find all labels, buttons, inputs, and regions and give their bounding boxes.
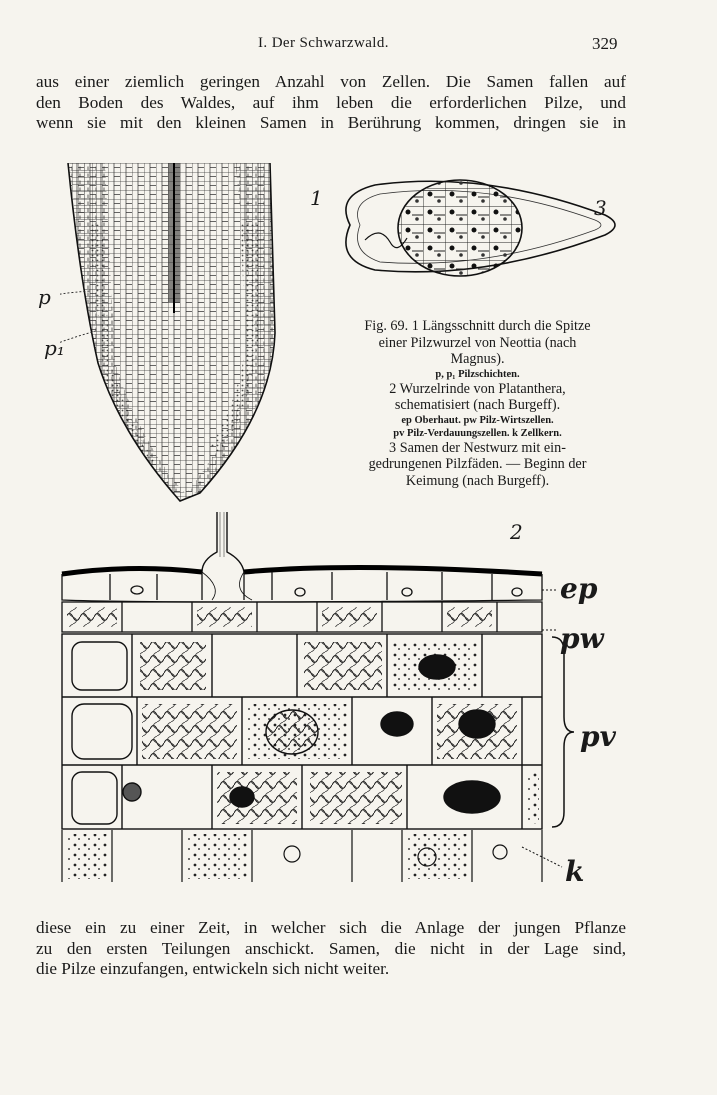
text-line: aus einer ziemlich geringen Anzahl von Zellen. Die Samen fallen auf (36, 72, 626, 91)
label-p1: p₁ (44, 336, 65, 360)
caption-line: p, p₁ Pilzschichten. (435, 368, 520, 380)
text-line: den Boden des Waldes, auf ihm leben die erforderlichen Pilze, und (36, 92, 626, 112)
running-head (0, 35, 717, 57)
label-k: k (565, 855, 585, 888)
paragraph-top (36, 72, 626, 134)
text-line: die Pilze einzufangen, entwickeln sich nicht weiter. (36, 959, 390, 978)
figure-2-number: 2 (510, 520, 523, 544)
figure-2-cortex-drawing (52, 512, 592, 897)
figure-1-root-tip-drawing (60, 163, 330, 503)
caption-line: schematisiert (nach Burgeff). (394, 397, 561, 413)
caption-line: pv Pilz-Verdauungszellen. k Zellkern. (393, 427, 562, 439)
caption-line: einer Pilzwurzel von Neottia (nach (378, 334, 577, 351)
caption-line: 2 Wurzelrinde von Platanthera, (389, 380, 566, 397)
figure-3-number: 3 (594, 196, 607, 220)
text-line: diese ein zu einer Zeit, in welcher sich die Anlage der jungen Pflanze (36, 918, 626, 937)
caption-line: 3 Samen der Nestwurz mit ein- (389, 439, 566, 456)
text-line: wenn sie mit den kleinen Samen in Berührung kommen, dringen sie in (36, 113, 626, 132)
caption-line: Keimung (nach Burgeff). (405, 472, 550, 489)
running-title: I. Der Schwarzwald. (258, 35, 389, 51)
caption-line: ep Oberhaut. pw Pilz-Wirtszellen. (401, 414, 554, 426)
label-pw: pw (560, 622, 604, 655)
caption-line: gedrungenen Pilzfäden. — Beginn der (368, 456, 587, 472)
label-pv: pv (580, 720, 616, 753)
text-line: zu den ersten Teilungen anschickt. Samen, die nicht in der Lage sind, (36, 938, 626, 958)
figure-caption (330, 318, 625, 489)
caption-line: Fig. 69. 1 Längsschnitt durch die Spitze (364, 318, 591, 334)
figure-1-number: 1 (310, 186, 323, 210)
paragraph-bottom (36, 918, 626, 980)
label-ep: ep (560, 572, 598, 605)
page-number: 329 (592, 34, 618, 53)
label-p: p (38, 285, 51, 309)
caption-line: Magnus). (450, 351, 505, 367)
figure-3-seed-drawing (335, 170, 625, 290)
